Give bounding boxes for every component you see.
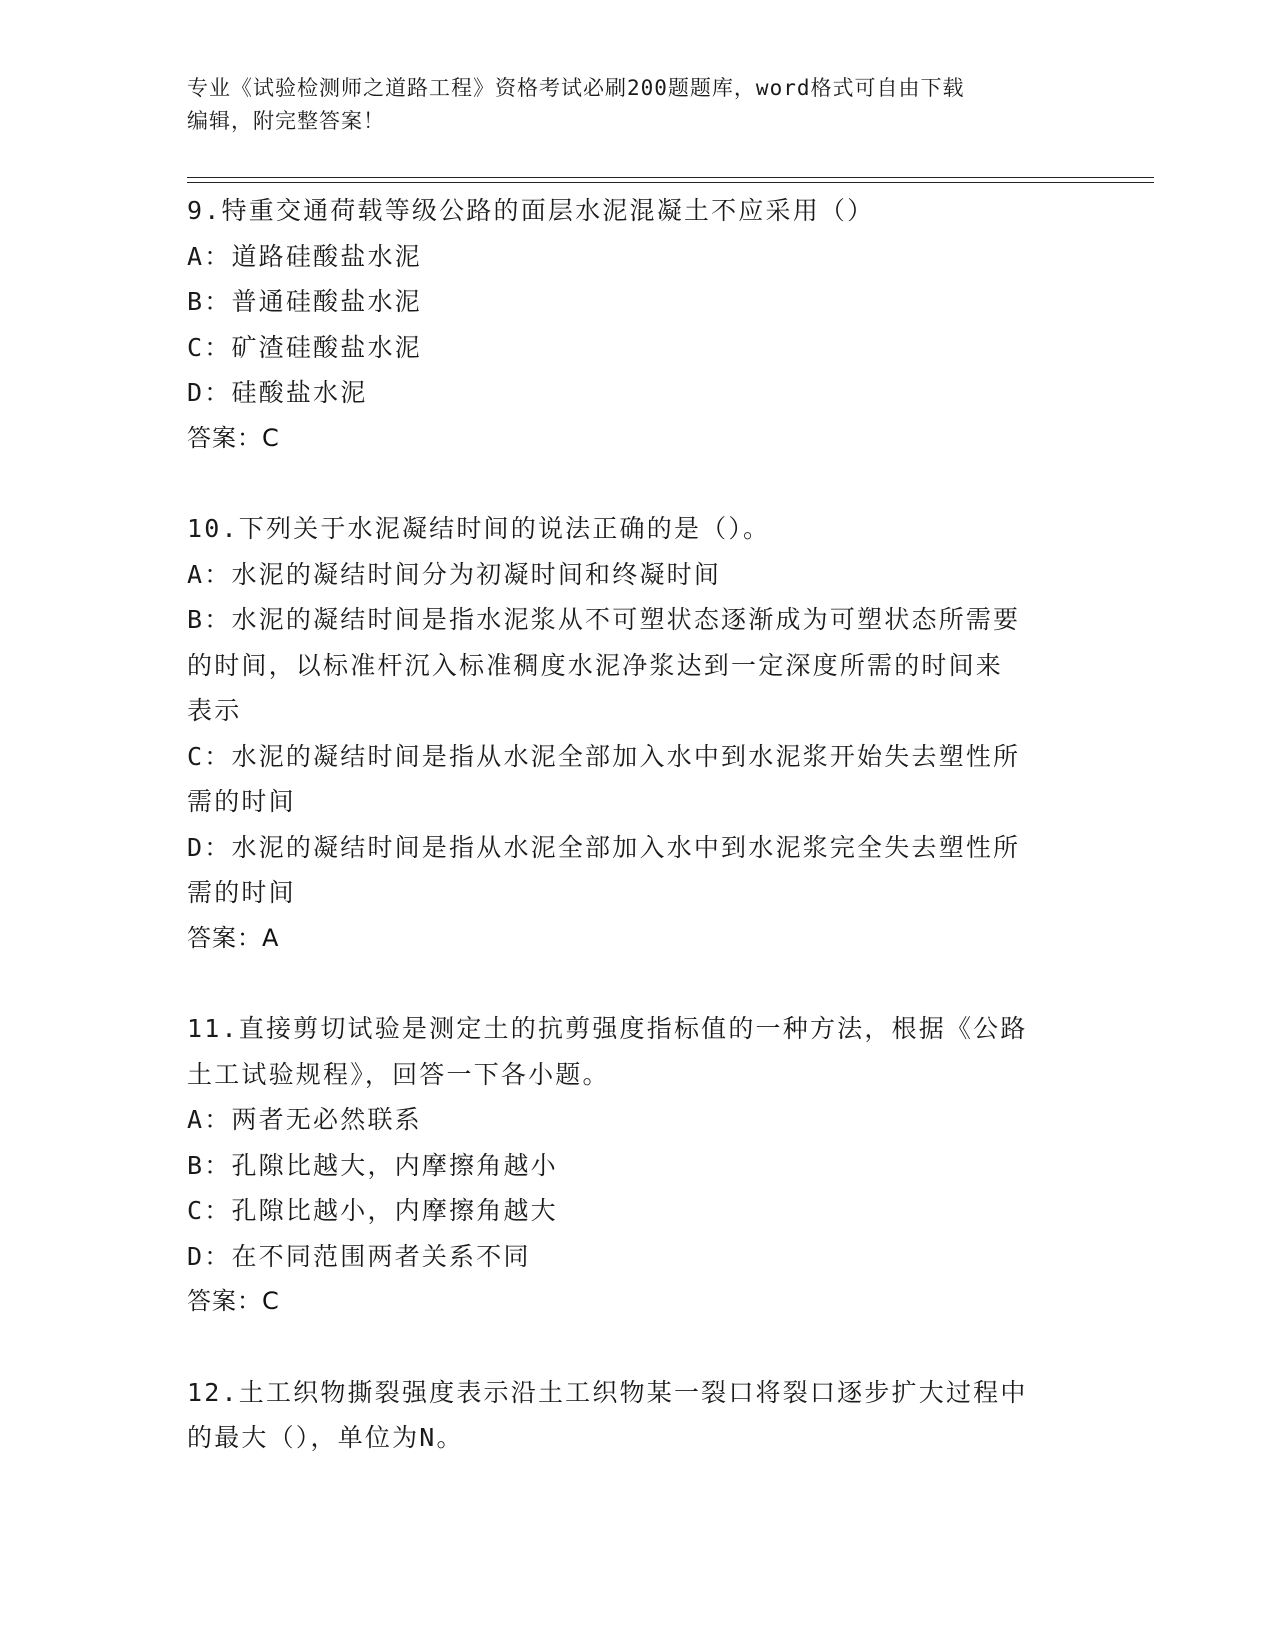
option-text: C：孔隙比越小，内摩擦角越大: [187, 1196, 558, 1225]
answer-option: [187, 825, 1087, 916]
answer-option: [187, 734, 1087, 825]
document-header: [187, 72, 1087, 138]
answer-key: 答案：C: [187, 1287, 280, 1315]
answer-key: 答案：A: [187, 923, 280, 952]
question-list: [187, 188, 1087, 1506]
option-text: D：在不同范围两者关系不同: [187, 1241, 531, 1271]
answer-option: [187, 1143, 1087, 1189]
option-text: 表示: [187, 696, 242, 725]
question-text: 11.直接剪切试验是测定土的抗剪强度指标值的一种方法，根据《公路: [187, 1014, 1028, 1043]
option-text: C：矿渣硅酸盐水泥: [187, 332, 422, 362]
question-block: [187, 188, 1087, 461]
option-text: 需的时间: [187, 787, 296, 816]
answer-option: [187, 279, 1087, 325]
header-line-1: 专业《试验检测师之道路工程》资格考试必刷200题题库，word格式可自由下载: [187, 76, 965, 100]
question-text: 12.土工织物撕裂强度表示沿土工织物某一裂口将裂口逐步扩大过程中: [187, 1377, 1028, 1407]
answer-option: [187, 1234, 1087, 1280]
question-text: 的最大（），单位为N。: [187, 1423, 464, 1452]
option-text: A：道路硅酸盐水泥: [187, 241, 422, 271]
answer-option: [187, 325, 1087, 371]
option-text: B：水泥的凝结时间是指水泥浆从不可塑状态逐渐成为可塑状态所需要: [187, 605, 1021, 634]
option-text: D：水泥的凝结时间是指从水泥全部加入水中到水泥浆完全失去塑性所: [187, 832, 1021, 862]
answer-option: [187, 1188, 1087, 1234]
option-text: 的时间，以标准杆沉入标准稠度水泥净浆达到一定深度所需的时间来: [187, 650, 1004, 680]
header-rule-top: [187, 177, 1154, 178]
header-rule-bottom: [187, 182, 1154, 183]
option-text: C：水泥的凝结时间是指从水泥全部加入水中到水泥浆开始失去塑性所: [187, 741, 1021, 771]
option-text: A：两者无必然联系: [187, 1105, 422, 1134]
question-block: [187, 1006, 1087, 1325]
question-block: [187, 506, 1087, 961]
question-text: 10.下列关于水泥凝结时间的说法正确的是（）。: [187, 514, 771, 543]
answer-option: [187, 552, 1087, 598]
option-text: 需的时间: [187, 878, 296, 907]
option-text: D：硅酸盐水泥: [187, 378, 368, 407]
option-text: A：水泥的凝结时间分为初凝时间和终凝时间: [187, 559, 722, 589]
answer-option: [187, 1097, 1087, 1143]
option-text: B：普通硅酸盐水泥: [187, 287, 422, 316]
answer-option: [187, 370, 1087, 416]
question-block: [187, 1370, 1087, 1461]
question-text: 土工试验规程》，回答一下各小题。: [187, 1059, 610, 1089]
header-line-2: 编辑，附完整答案！: [187, 109, 385, 133]
answer-option: [187, 234, 1087, 280]
answer-option: [187, 597, 1087, 734]
question-text: 9.特重交通荷载等级公路的面层水泥混凝土不应采用（）: [187, 196, 875, 225]
option-text: B：孔隙比越大，内摩擦角越小: [187, 1150, 558, 1180]
answer-key: 答案：C: [187, 423, 280, 452]
